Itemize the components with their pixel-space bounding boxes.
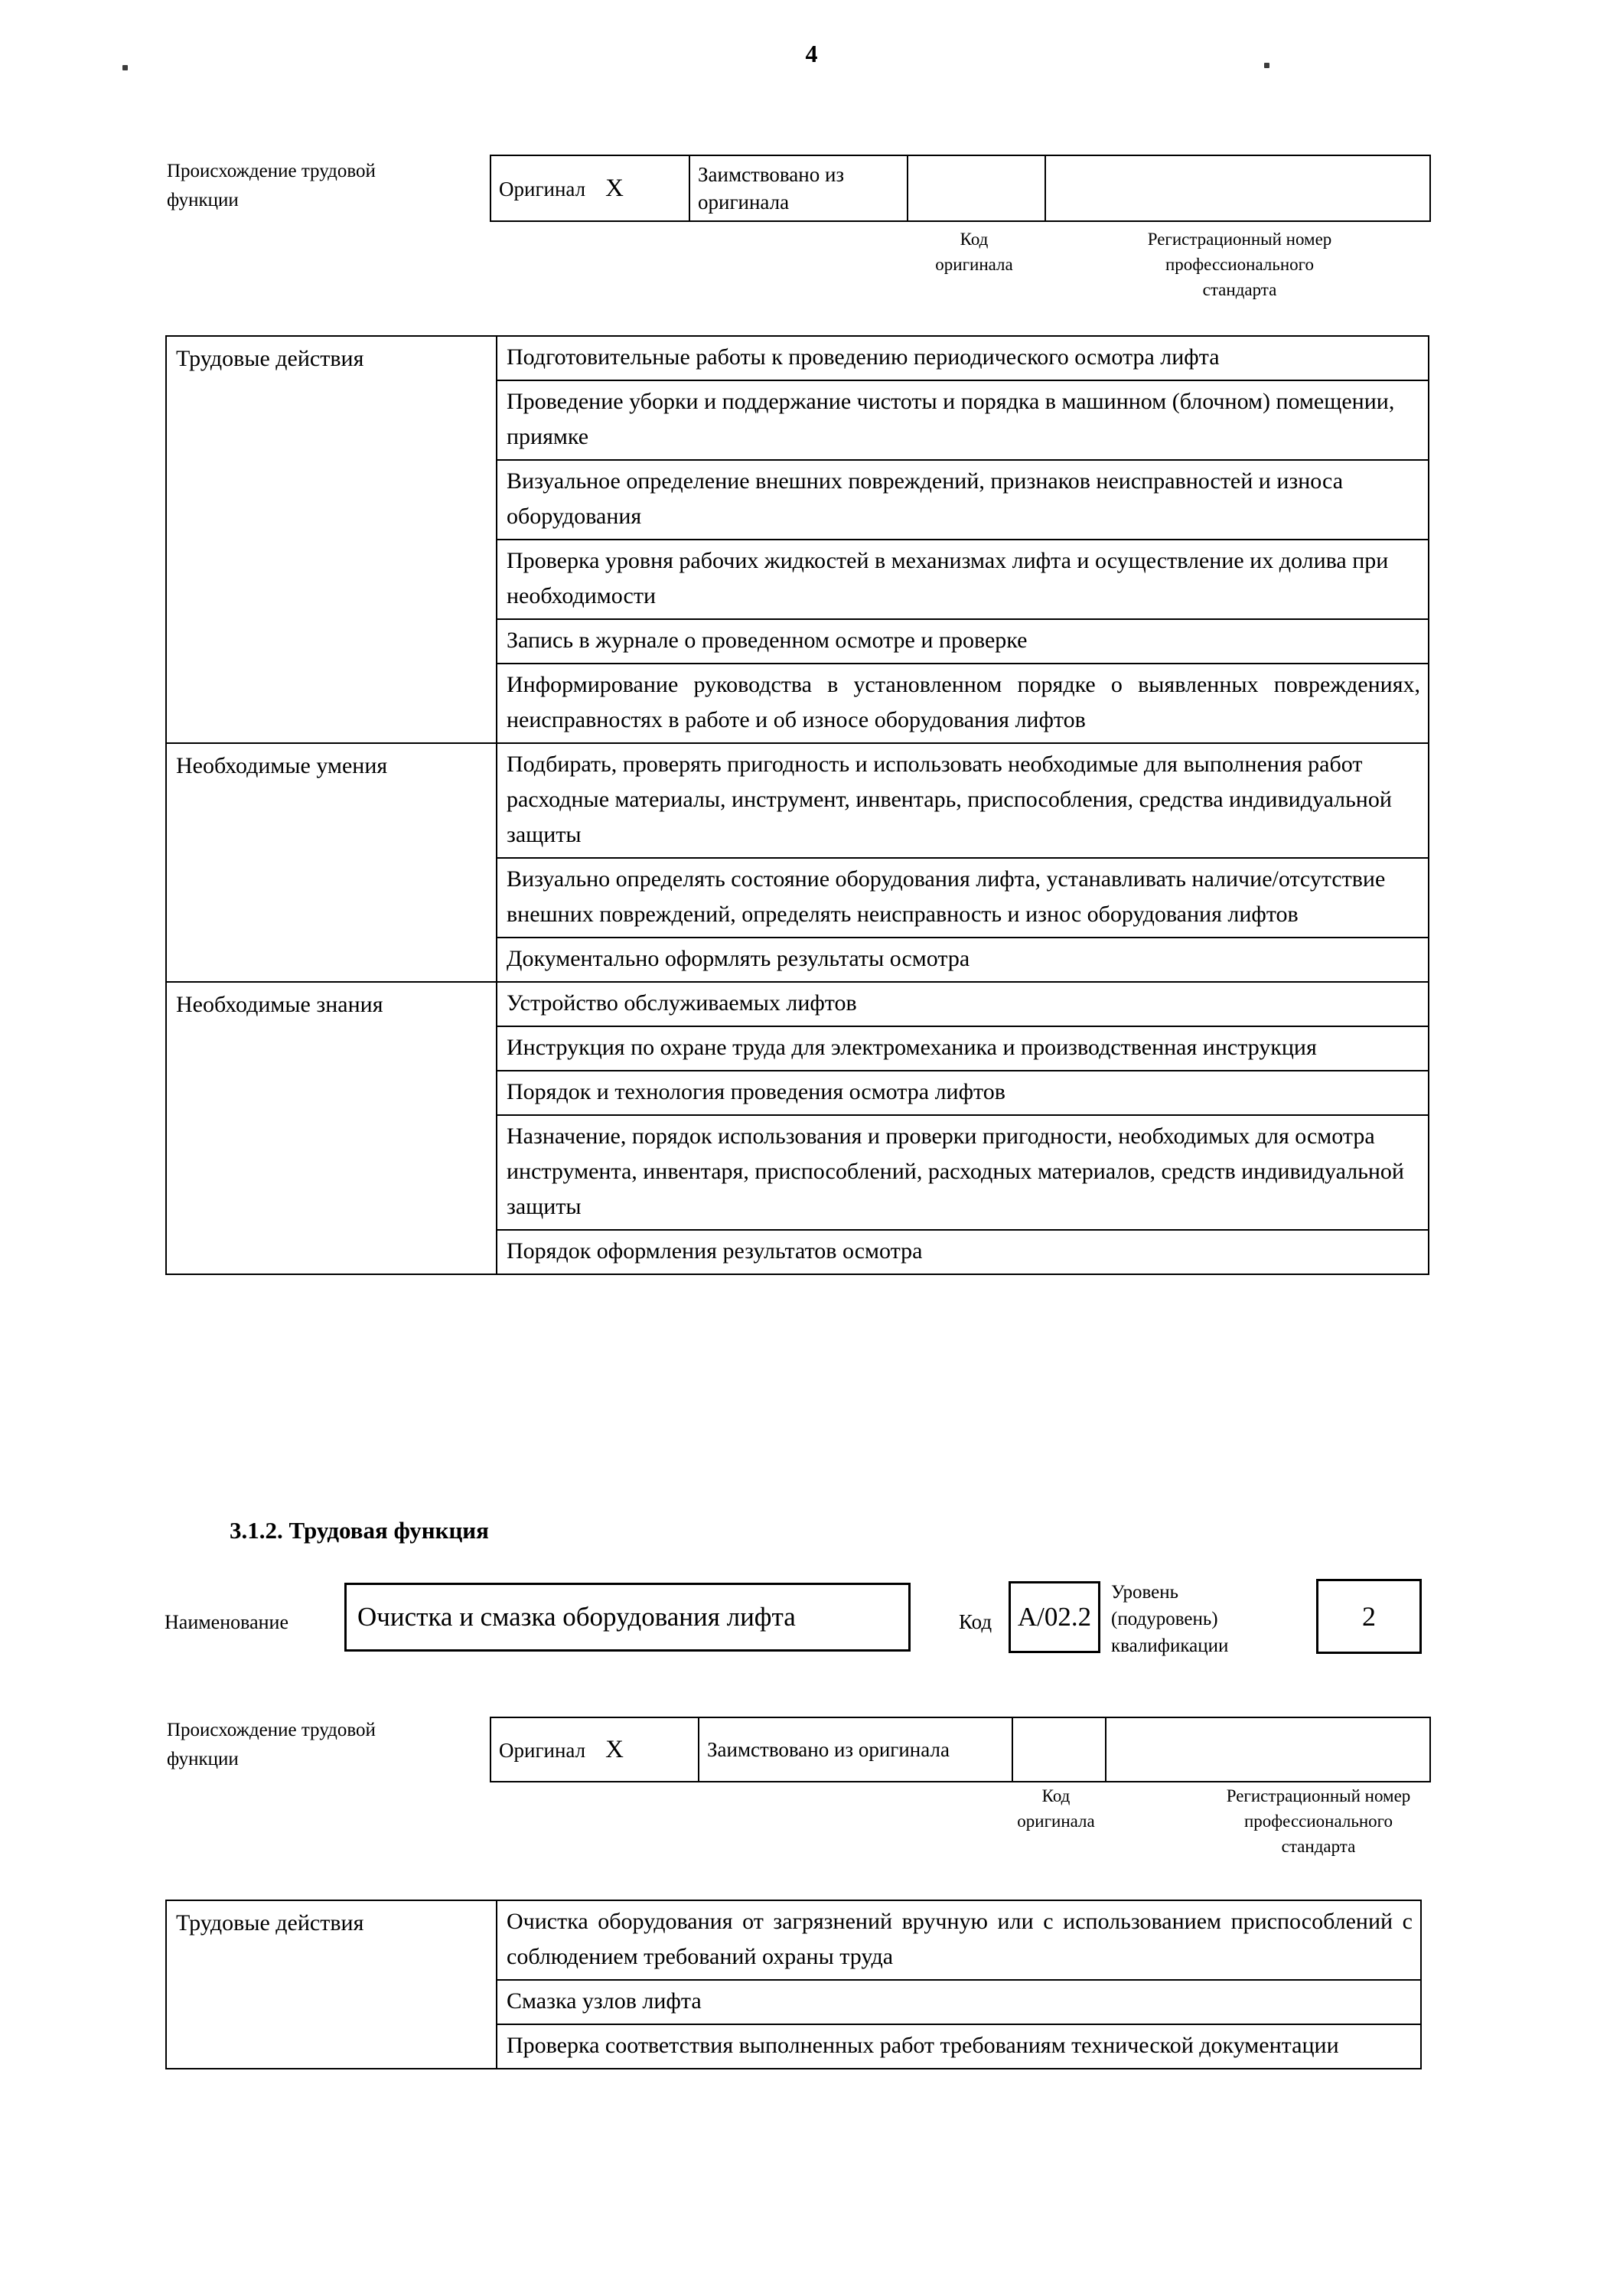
row-value[interactable]: Порядок и технология проведения осмотра лифтов — [497, 1071, 1429, 1115]
table-row — [166, 1900, 1421, 1980]
origin-code-caption-1: Код оригинала — [935, 230, 1013, 274]
origin-code-cell[interactable] — [908, 155, 1045, 221]
row-value[interactable]: Информирование руководства в установленном порядке о выявленных повреждениях, неисправностях в работе и об износе оборудования лифтов — [497, 664, 1429, 743]
origin-label-1: Происхождение трудовой функции — [167, 161, 376, 210]
origin-original-mark: X — [605, 1735, 624, 1763]
function-code-label: Код — [959, 1610, 992, 1633]
table-row — [166, 982, 1429, 1026]
origin-reg-caption-1: Регистрационный номер профессионального стандарта — [1147, 230, 1332, 299]
row-value[interactable]: Подбирать, проверять пригодность и использовать необходимые для выполнения работ расходные материалы, инструмент, инвентарь, приспособления, средства индивидуальной защиты — [497, 743, 1429, 858]
function-name-box[interactable] — [344, 1583, 911, 1652]
row-value[interactable]: Проверка соответствия выполненных работ требованиям технической документации — [497, 2024, 1421, 2069]
origin-table-1 — [490, 155, 1431, 222]
row-value[interactable]: Проверка уровня рабочих жидкостей в механизмах лифта и осуществление их долива при необходимости — [497, 540, 1429, 619]
function-name-label: Наименование — [165, 1611, 288, 1633]
function-code-value: A/02.2 — [1017, 1602, 1092, 1632]
row-value[interactable]: Смазка узлов лифта — [497, 1980, 1421, 2024]
row-value[interactable]: Подготовительные работы к проведению периодического осмотра лифта — [497, 336, 1429, 380]
origin-original-cell[interactable] — [490, 1717, 699, 1782]
origin-original-mark: X — [605, 174, 624, 202]
row-value[interactable]: Визуальное определение внешних повреждений, признаков неисправностей и износа оборудования — [497, 460, 1429, 540]
origin-original-label: Оригинал — [499, 1738, 586, 1762]
row-value[interactable]: Проведение уборки и поддержание чистоты и порядка в машинном (блочном) помещении, приямке — [497, 380, 1429, 460]
origin-label-2: Происхождение трудовой функции — [167, 1720, 376, 1769]
origin-reg-caption-2: Регистрационный номер профессионального стандарта — [1226, 1786, 1411, 1856]
origin-reg-cell[interactable] — [1045, 155, 1430, 221]
origin-code-caption-2: Код оригинала — [1017, 1786, 1095, 1831]
function-code-box[interactable] — [1009, 1581, 1100, 1653]
row-value[interactable]: Устройство обслуживаемых лифтов — [497, 982, 1429, 1026]
origin-borrowed-cell[interactable]: Заимствовано из оригинала — [699, 1717, 1012, 1782]
table-row — [490, 1717, 1430, 1782]
origin-table-2 — [490, 1717, 1431, 1782]
row-value[interactable]: Запись в журнале о проведенном осмотре и проверке — [497, 619, 1429, 664]
row-label-0: Трудовые действия — [166, 1900, 497, 2069]
qualification-level-box[interactable] — [1316, 1579, 1422, 1654]
row-label-2: Необходимые знания — [166, 982, 497, 1274]
page-number: 4 — [805, 40, 818, 67]
origin-original-label: Оригинал — [499, 177, 586, 201]
labor-function-table-2 — [165, 1900, 1422, 2069]
row-value[interactable]: Документально оформлять результаты осмотра — [497, 938, 1429, 982]
table-row — [166, 336, 1429, 380]
table-row — [166, 743, 1429, 858]
row-value[interactable]: Порядок оформления результатов осмотра — [497, 1230, 1429, 1274]
qualification-level-caption: Уровень (подуровень) квалификации — [1111, 1582, 1229, 1656]
qualification-level-value: 2 — [1362, 1601, 1376, 1632]
row-value[interactable]: Очистка оборудования от загрязнений вручную или с использованием приспособлений с соблюдением требований охраны труда — [497, 1900, 1421, 1980]
labor-function-table-1 — [165, 335, 1429, 1275]
function-name-value: Очистка и смазка оборудования лифта — [357, 1602, 796, 1632]
origin-borrowed-cell[interactable]: Заимствовано из оригинала — [689, 155, 908, 221]
origin-original-cell[interactable] — [490, 155, 689, 221]
row-value[interactable]: Визуально определять состояние оборудования лифта, устанавливать наличие/отсутствие внешних повреждений, определять неисправность и износ оборудования лифтов — [497, 858, 1429, 938]
row-value[interactable]: Назначение, порядок использования и проверки пригодности, необходимых для осмотра инструмента, инвентаря, приспособлений, расходных материалов, средств индивидуальной защиты — [497, 1115, 1429, 1230]
table-row — [490, 155, 1430, 221]
section-heading-312: 3.1.2. Трудовая функция — [230, 1517, 489, 1544]
scan-artifact-dot-left — [122, 65, 128, 70]
row-label-0: Трудовые действия — [166, 336, 497, 743]
row-label-1: Необходимые умения — [166, 743, 497, 982]
row-value[interactable]: Инструкция по охране труда для электромеханика и производственная инструкция — [497, 1026, 1429, 1071]
origin-code-cell[interactable] — [1012, 1717, 1106, 1782]
scan-artifact-dot-right — [1264, 63, 1269, 68]
origin-reg-cell[interactable] — [1106, 1717, 1430, 1782]
